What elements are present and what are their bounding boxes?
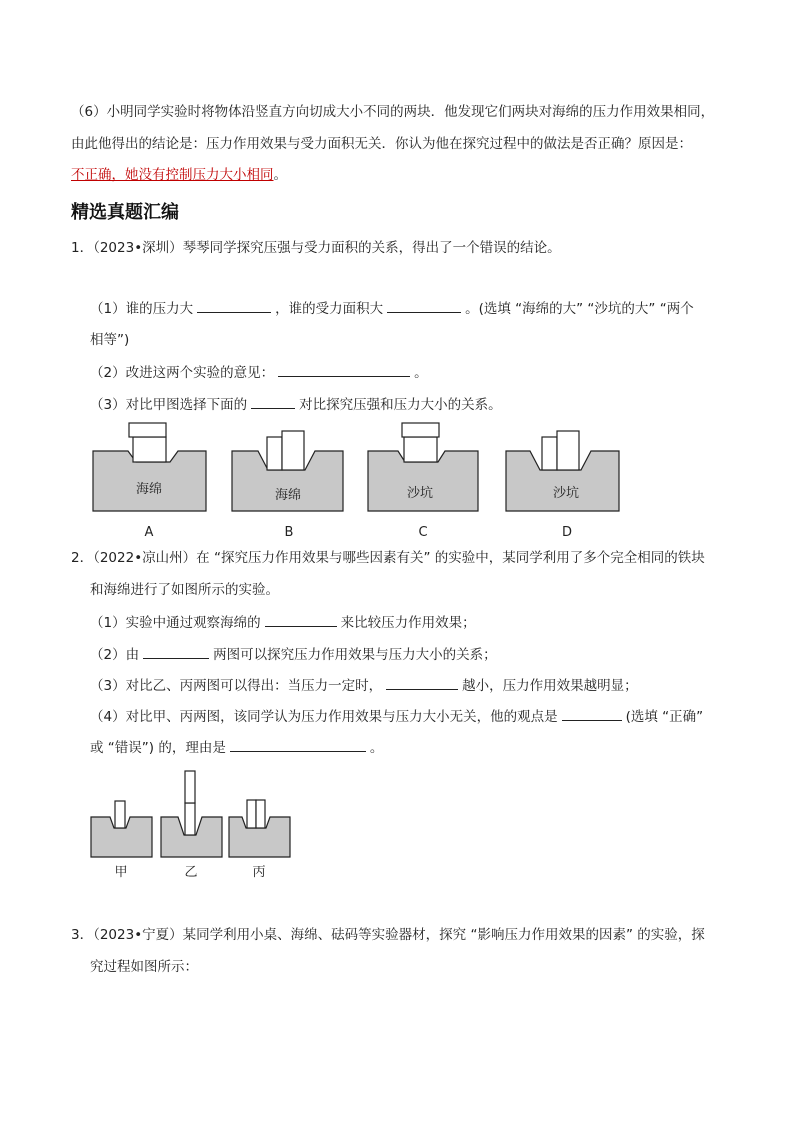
q2-blank-4[interactable] bbox=[562, 706, 622, 721]
q1-sub1 bbox=[90, 298, 694, 319]
q2-sub2-b: 两图可以探究压力作用效果与压力大小的关系； bbox=[213, 647, 497, 663]
q1-sub3-b: 对比探究压强和压力大小的关系。 bbox=[299, 397, 502, 413]
q1-figure-d-label: 沙坑 bbox=[552, 486, 580, 501]
q2-sub1-a: （1）实验中通过观察海绵的 bbox=[90, 615, 261, 631]
q1-blank-4[interactable] bbox=[251, 394, 295, 409]
q1-figure-a-letter: A bbox=[144, 525, 154, 540]
p6-line-2: 由此他得出的结论是：压力作用效果与受力面积无关．你认为他在探究过程中的做法是否正确？原因是： bbox=[71, 136, 692, 152]
q2-sub4 bbox=[90, 706, 703, 727]
q2-sub1-b: 来比较压力作用效果； bbox=[340, 615, 476, 631]
q1-blank-3[interactable] bbox=[278, 362, 410, 377]
q2-blank-1[interactable] bbox=[265, 612, 337, 627]
q1-sub1-a: （1）谁的压力大 bbox=[90, 301, 194, 317]
q1-sub1-c: 。(选填 “海绵的大” “沙坑的大” “两个 bbox=[465, 301, 694, 317]
q1-figure-c-letter: C bbox=[418, 525, 428, 540]
q2-sub1 bbox=[90, 612, 476, 633]
q1-sub2-a: （2）改进这两个实验的意见： bbox=[90, 365, 275, 381]
q2-stem-2: 和海绵进行了如图所示的实验。 bbox=[90, 582, 279, 598]
q1-sub1-cont: 相等”) bbox=[90, 332, 130, 348]
q1-sub2-b: 。 bbox=[414, 365, 428, 381]
q1-figure-b-letter: B bbox=[284, 525, 294, 540]
q2-sub4-b: (选填 “正确” bbox=[625, 709, 704, 725]
q1-figure-d bbox=[506, 431, 619, 540]
section-title: 精选真题汇编 bbox=[71, 202, 179, 223]
q2-sub3-b: 越小，压力作用效果越明显； bbox=[462, 678, 638, 694]
q2-figure-bing bbox=[229, 800, 290, 880]
q1-figure-c-label: 沙坑 bbox=[406, 486, 434, 501]
q2-sub3-a: （3）对比乙、丙两图可以得出：当压力一定时， bbox=[90, 678, 383, 694]
q1-sub3-a: （3）对比甲图选择下面的 bbox=[90, 397, 248, 413]
q2-figure-yi bbox=[161, 771, 222, 880]
q2-blank-2[interactable] bbox=[143, 644, 209, 659]
q2-sub3 bbox=[90, 675, 638, 696]
p6-answer-end: 。 bbox=[273, 167, 287, 183]
q1-figure-b bbox=[232, 431, 343, 540]
q2-sub4-a: （4）对比甲、丙两图，该同学认为压力作用效果与压力大小无关，他的观点是 bbox=[90, 709, 558, 725]
q2-blank-5[interactable] bbox=[230, 737, 366, 752]
q2-figure-jia bbox=[91, 801, 152, 880]
q2-figure-bing-label: 丙 bbox=[252, 865, 266, 880]
q2-blank-3[interactable] bbox=[386, 675, 458, 690]
p6-line-1: （6）小明同学实验时将物体沿竖直方向切成大小不同的两块．他发现它们两块对海绵的压力作用效果相同， bbox=[71, 104, 715, 120]
q1-blank-1[interactable] bbox=[197, 298, 271, 313]
q3-stem-1: 3．（2023•宁夏）某同学利用小桌、海绵、砝码等实验器材，探究 “影响压力作用效果的因素” 的实验，探 bbox=[71, 927, 705, 943]
q2-stem-1: 2．（2022•凉山州）在 “探究压力作用效果与哪些因素有关” 的实验中，某同学利用了多个完全相同的铁块 bbox=[71, 550, 705, 566]
q2-sub4-c: 或 “错误”) 的，理由是 bbox=[90, 740, 226, 756]
p6-answer-line bbox=[71, 165, 287, 185]
q2-sub4-d: 。 bbox=[369, 740, 384, 756]
q1-sub1-b: ，谁的受力面积大 bbox=[275, 301, 384, 317]
q2-sub2-a: （2）由 bbox=[90, 647, 140, 663]
q1-figure-b-label: 海绵 bbox=[274, 488, 302, 503]
q1-figures bbox=[0, 415, 794, 545]
q2-sub2 bbox=[90, 644, 497, 665]
q1-figure-a bbox=[93, 423, 206, 540]
q1-stem: 1．（2023•深圳）琴琴同学探究压强与受力面积的关系，得出了一个错误的结论。 bbox=[71, 240, 561, 256]
q2-figures bbox=[0, 765, 794, 885]
p6-answer: 不正确，她没有控制压力大小相同 bbox=[71, 167, 274, 183]
q2-sub4-cont bbox=[90, 737, 383, 758]
q1-sub2 bbox=[90, 362, 428, 383]
q2-figure-yi-label: 乙 bbox=[184, 865, 198, 880]
q1-figure-c bbox=[368, 423, 478, 540]
q3-stem-2: 究过程如图所示： bbox=[90, 959, 198, 975]
q1-figure-d-letter: D bbox=[561, 525, 573, 540]
q2-figure-jia-label: 甲 bbox=[114, 865, 128, 880]
q1-figure-a-label: 海绵 bbox=[135, 482, 163, 497]
q1-blank-2[interactable] bbox=[387, 298, 461, 313]
q1-sub3 bbox=[90, 394, 502, 415]
